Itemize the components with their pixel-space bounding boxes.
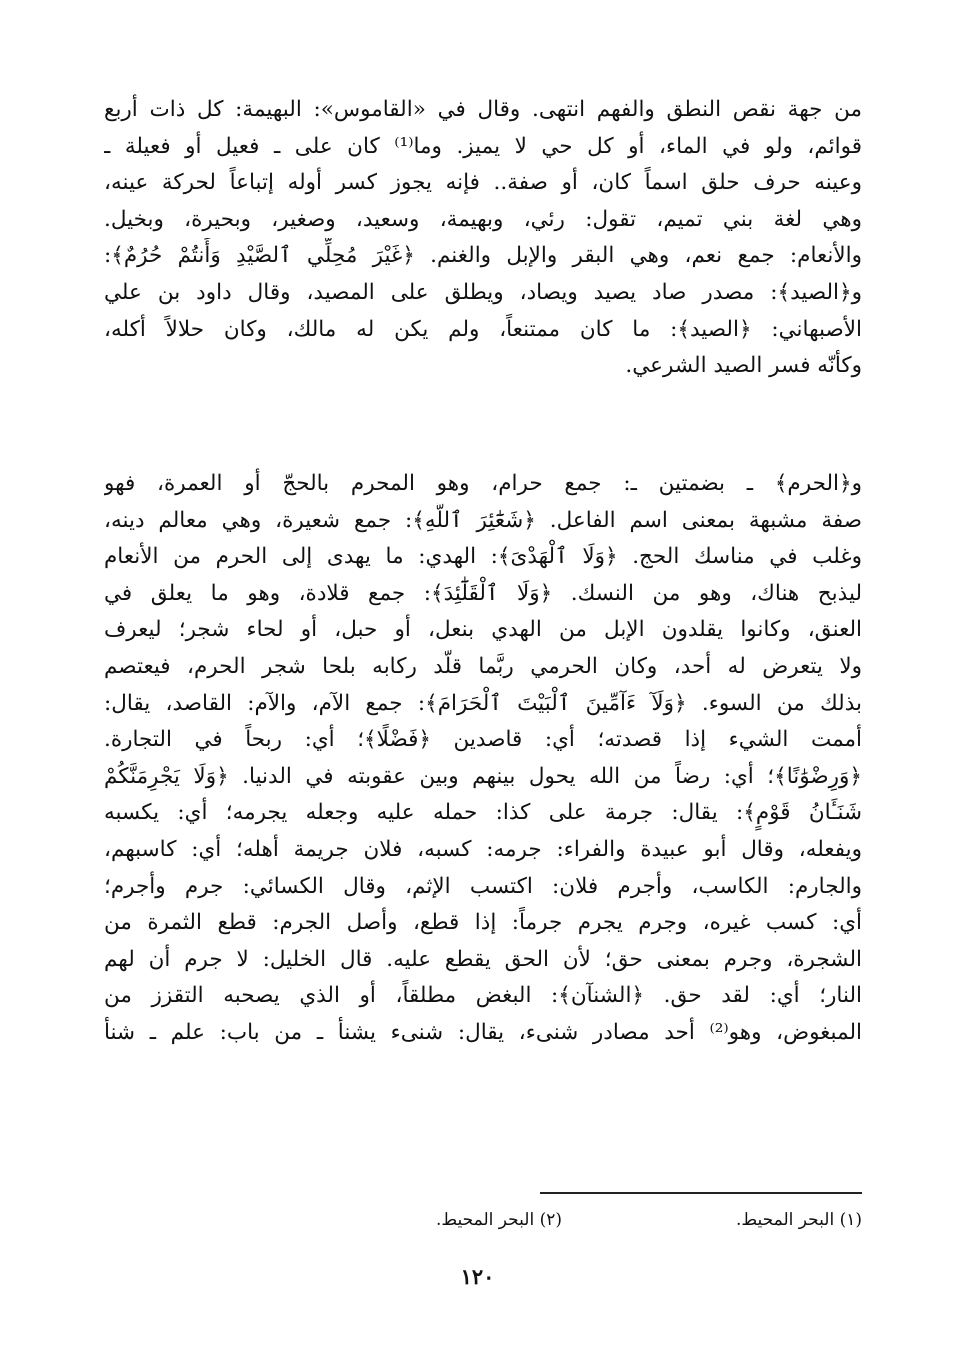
text-line: أممت الشيء إذا قصدته؛ أي: قاصدين ﴿فَضْلًا﴾؛ أي: ربحاً في التجارة. [104,727,862,753]
text-line: بذلك من السوء. ﴿وَلَآ ءَآمِّينَ ٱلْبَيْتَ ٱلْحَرَامَ﴾: جمع الآم، والآم: القاصد، يقال: [104,690,862,716]
text-line: وهي لغة بني تميم، تقول: رئي، وبهيمة، وسعيد، وصغير، وبحيرة، وبخيل. [104,206,862,232]
text-line: ليذبح هناك، وهو من النسك. ﴿وَلَا ٱلْقَلَٰٓئِدَ﴾: جمع قلادة، وهو ما يعلق في [104,580,862,606]
text-line: الأصبهاني: ﴿الصيد﴾: ما كان ممتنعاً، ولم يكن له مالك، وكان حلالاً أكله، [104,316,862,342]
paragraph-1 [104,92,862,385]
text-line: الشجرة، وجرم بمعنى حق؛ لأن الحق يقطع عليه. قال الخليل: لا جرم أن لهم [104,946,862,972]
paragraph-2 [104,466,862,1052]
text-line: قوائم، ولو في الماء، أو كل حي لا يميز. وما⁽¹⁾ كان على ـ فعيل أو فعيلة ـ [104,133,862,159]
text-line: صفة مشبهة بمعنى اسم الفاعل. ﴿شَعَٰٓئِرَ ٱللَّهِ﴾: جمع شعيرة، وهي معالم دينه، [104,507,862,533]
page-number: ١٢٠ [460,1264,495,1289]
text-line: ﴿وَرِضْوَٰنًا﴾؛ أي: رضاً من الله يحول بينهم وبين عقوبته في الدنيا. ﴿وَلَا يَجْرِمَنَّكُمْ [104,763,862,789]
text-line: ويفعله، وقال أبو عبيدة والفراء: جرمه: كسبه، فلان جريمة أهله؛ أي: كاسبهم، [104,836,862,862]
text-line: النار؛ أي: لقد حق. ﴿الشنآن﴾: البغض مطلقاً، أو الذي يصحبه التقزز من [104,983,862,1009]
text-line: والأنعام: جمع نعم، وهي البقر والإبل والغنم. ﴿غَيْرَ مُحِلِّي ٱلصَّيْدِ وَأَنتُمْ حُرُمٌ﴾: [104,243,862,269]
text-line: وغلب في مناسك الحج. ﴿وَلَا ٱلْهَدْىَ﴾: الهدي: ما يهدى إلى الحرم من الأنعام [104,544,862,570]
footnote-1: (١) البحر المحيط. [736,1210,862,1230]
footnote-2: (٢) البحر المحيط. [436,1210,562,1230]
text-line: و﴿الحرم﴾ ـ بضمتين ـ: جمع حرام، وهو المحرم بالحجّ أو العمرة، فهو [104,471,862,496]
text-line: شَنَـَٔانُ قَوْمٍ﴾: يقال: جرمة على كذا: حمله عليه وجعله يجرمه؛ أي: يكسبه [104,800,862,826]
text-line: وعينه حرف حلق اسماً كان، أو صفة.. فإنه يجوز كسر أوله إتباعاً لحركة عينه، [104,170,862,196]
text-line: ولا يتعرض له أحد، وكان الحرمي ربَّما قلّد ركابه بلحا شجر الحرم، فيعتصم [104,653,862,679]
text-line: من جهة نقص النطق والفهم انتهى. وقال في «القاموس»: البهيمة: كل ذات أربع [104,97,862,122]
text-line: والجارم: الكاسب، وأجرم فلان: اكتسب الإثم، وقال الكسائي: جرم وأجرم؛ [104,873,862,899]
text-line: وكأنّه فسر الصيد الشرعي. [625,353,862,379]
text-line: و﴿الصيد﴾: مصدر صاد يصيد ويصاد، ويطلق على المصيد، وقال داود بن علي [104,279,862,305]
text-line: المبغوض، وهو⁽²⁾ أحد مصادر شنىء، يقال: شنىء يشنأ ـ من باب: علم ـ شنأ [104,1019,862,1045]
text-line: أي: كسب غيره، وجرم يجرم جرماً: إذا قطع، وأصل الجرم: قطع الثمرة من [104,910,862,936]
text-line: العنق، وكانوا يقلدون الإبل من الهدي بنعل، أو حبل، أو لحاء شجر؛ ليعرف [104,617,862,643]
footnote-divider [540,1192,862,1194]
